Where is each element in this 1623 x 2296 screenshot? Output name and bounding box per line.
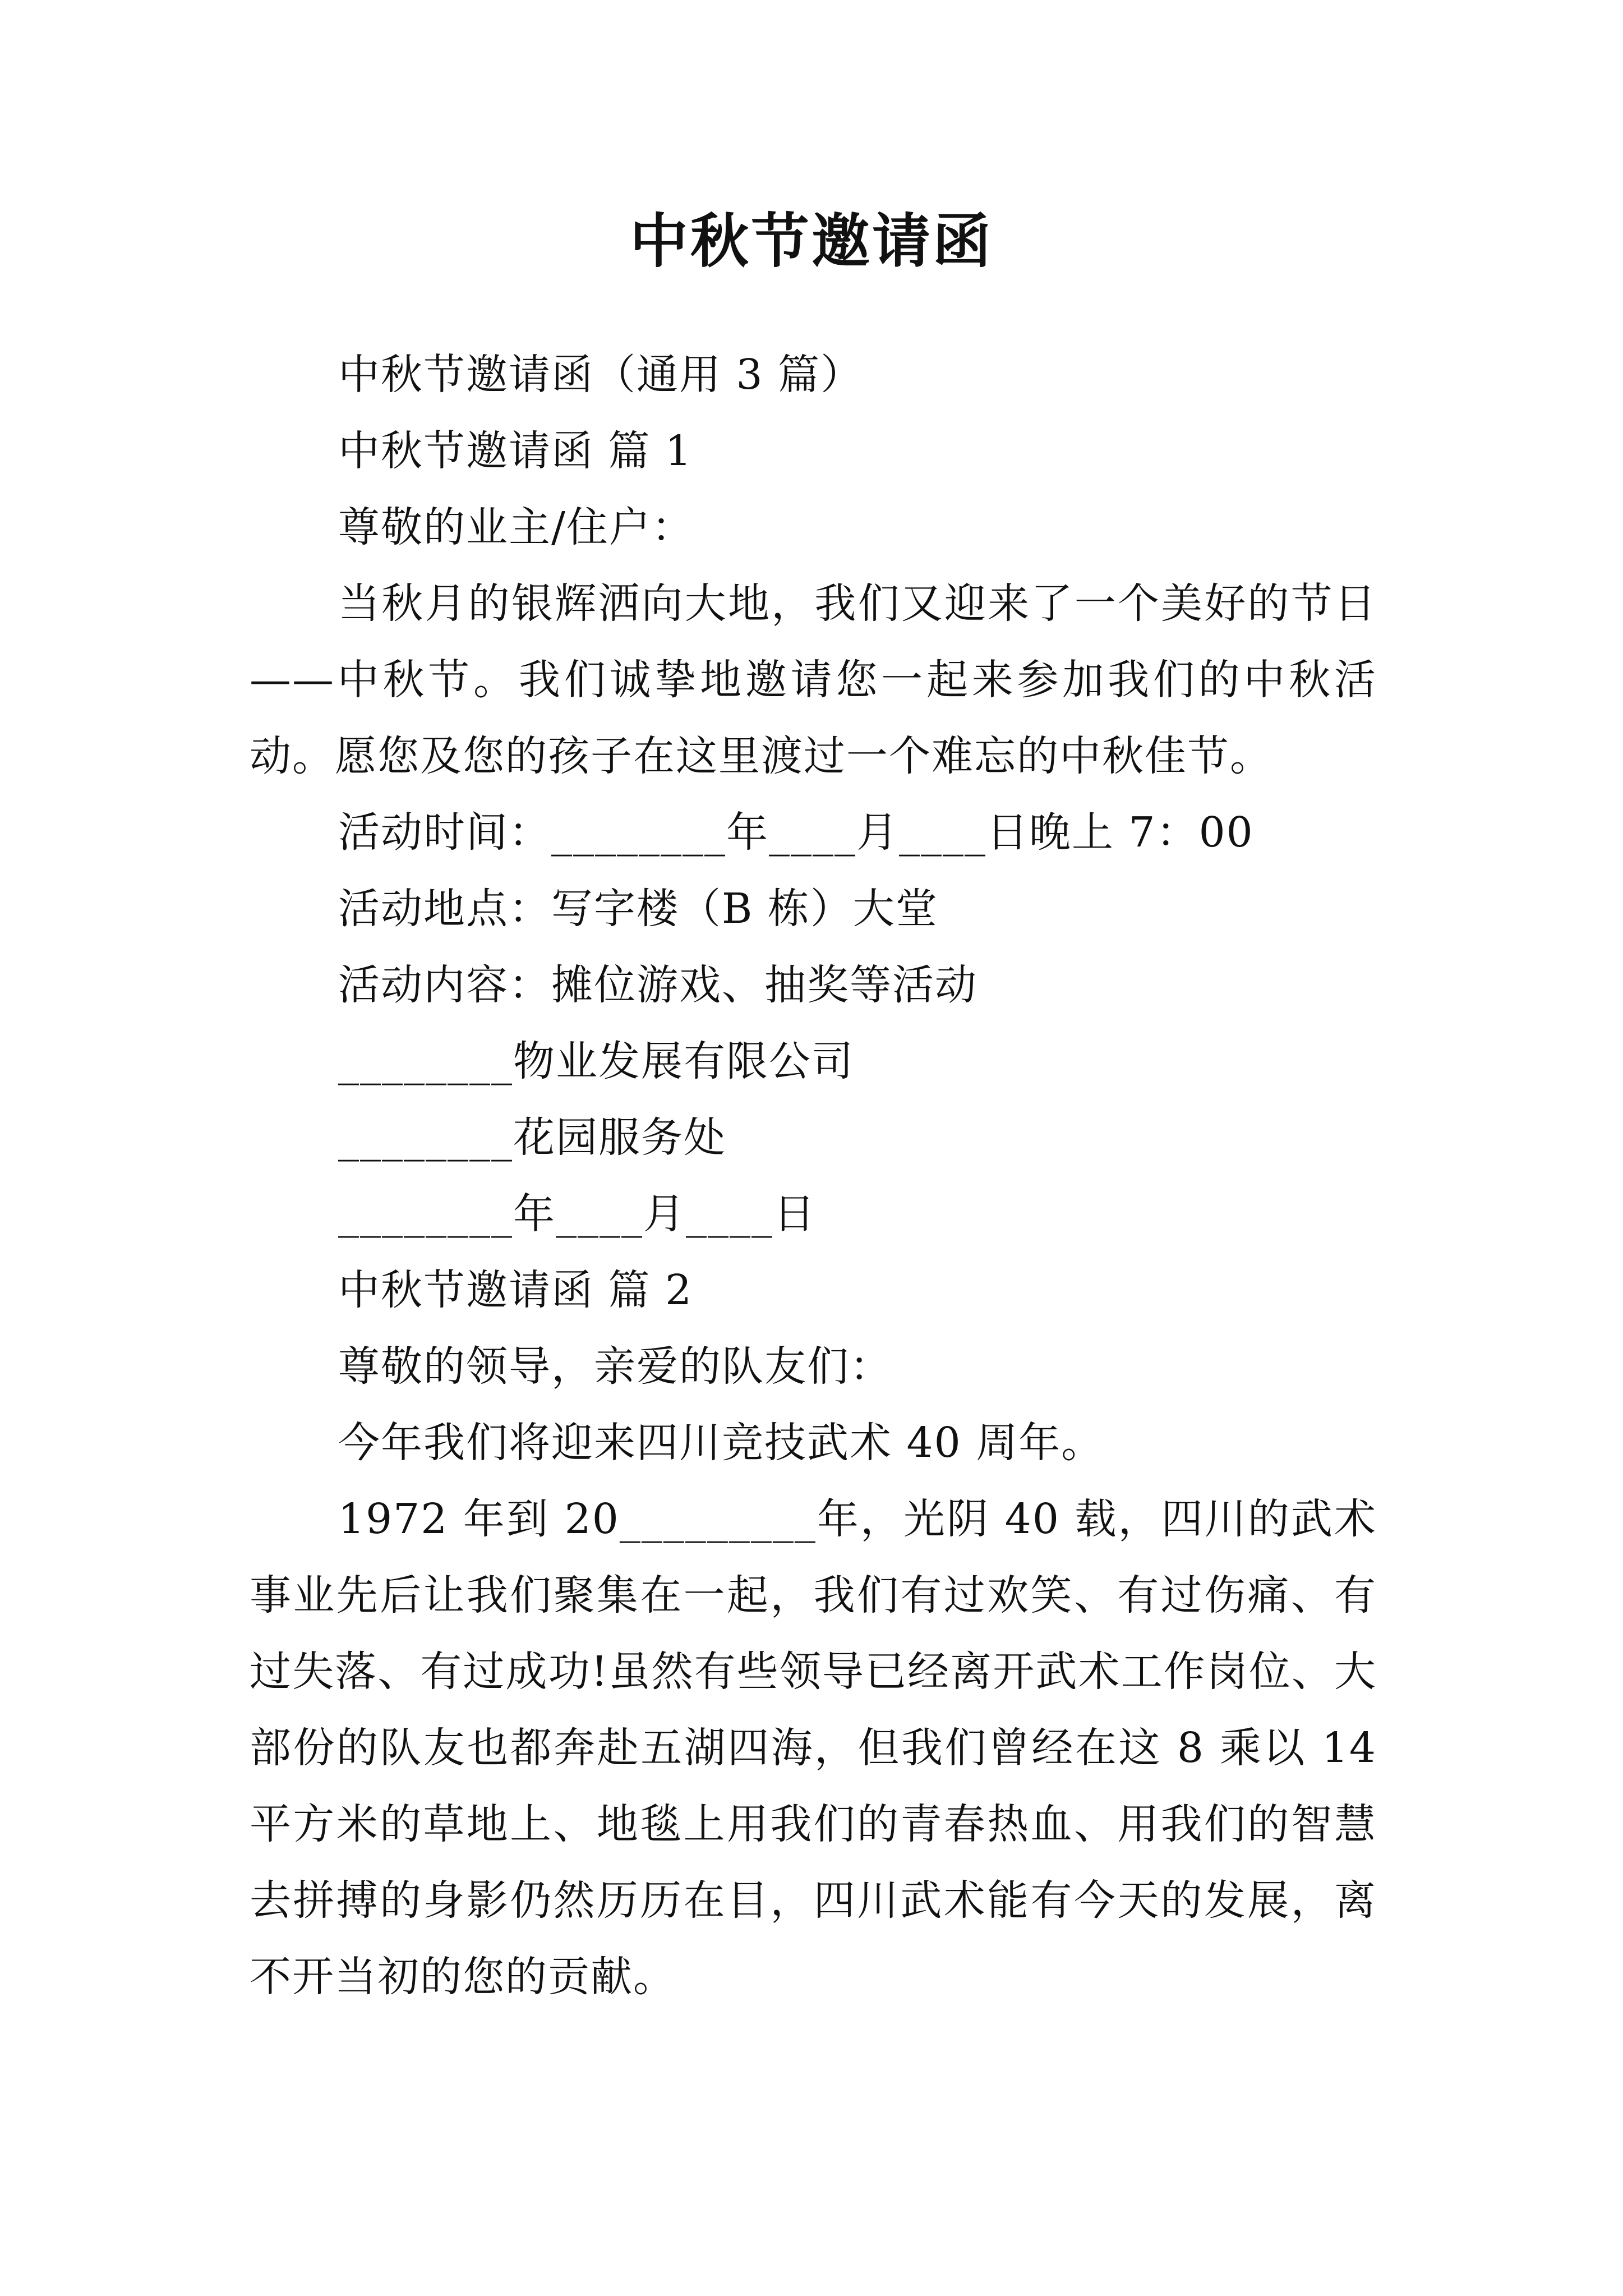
document-body — [250, 337, 1377, 2015]
document-title: 中秋节邀请函 — [629, 206, 993, 275]
signature-date: ________年____月____日 — [338, 1190, 816, 1238]
salutation-2: 尊敬的领导，亲爱的队友们： — [338, 1342, 892, 1391]
paragraph-anniversary: 今年我们将迎来四川竞技武术 40 周年。 — [338, 1419, 1104, 1467]
event-location: 活动地点：写字楼（B 栋）大堂 — [338, 885, 938, 933]
section-heading-2: 中秋节邀请函 篇 2 — [338, 1266, 693, 1314]
event-time: 活动时间：________年____月____日晚上 7：00 — [338, 808, 1254, 857]
signature-company: ________物业发展有限公司 — [338, 1037, 854, 1085]
paragraph-invitation: 当秋月的银辉洒向大地，我们又迎来了一个美好的节日——中秋节。我们诚挚地邀请您一起来参加我们的中秋活动。愿您及您的孩子在这里渡过一个难忘的中秋佳节。 — [250, 579, 1377, 780]
salutation-1: 尊敬的业主/住户： — [338, 503, 694, 551]
signature-office: ________花园服务处 — [338, 1114, 726, 1162]
doc-subtitle: 中秋节邀请函（通用 3 篇） — [338, 351, 864, 399]
section-heading-1: 中秋节邀请函 篇 1 — [338, 427, 693, 475]
event-content: 活动内容：摊位游戏、抽奖等活动 — [338, 961, 978, 1009]
paragraph-history: 1972 年到 20_________年，光阴 40 载，四川的武术事业先后让我们聚集在一起，我们有过欢笑、有过伤痛、有过失落、有过成功!虽然有些领导已经离开武术工作岗位、大部份的队友也都奔赴五湖四海，但我们曾经在这 8 乘以 14 平方米的草地上、地毯上用我们的青春热血、用我们的智慧去拼搏的身影仍然历历在目，四川武术能有今天的发展，离不开当初的您的贡献。 — [250, 1495, 1377, 2001]
